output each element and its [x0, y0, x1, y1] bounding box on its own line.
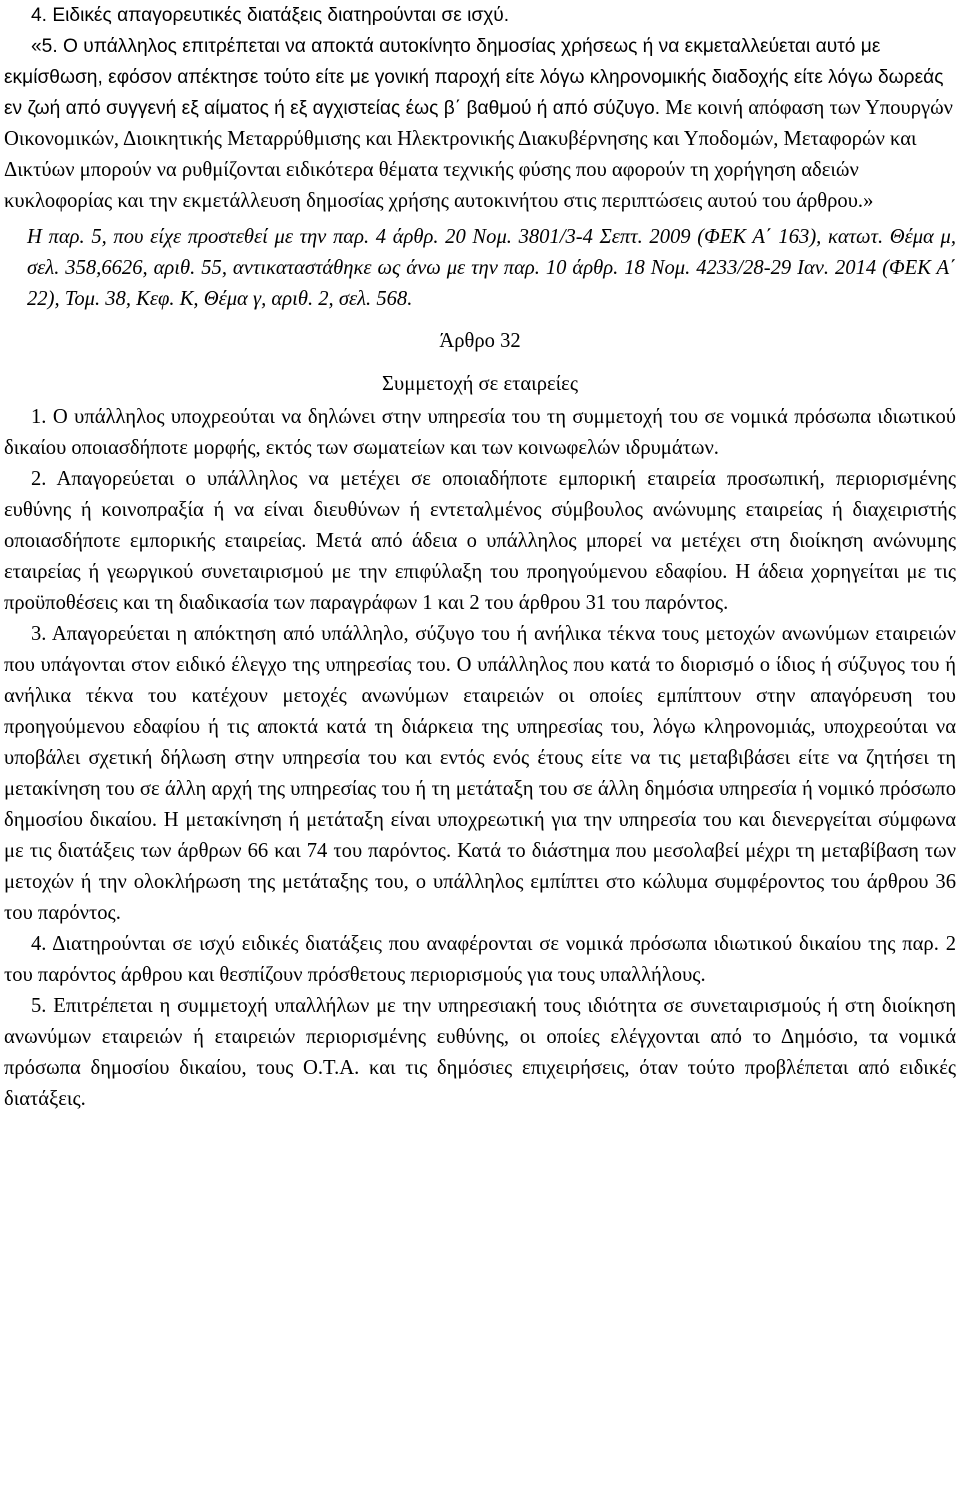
prev-article-paragraph-5: [4, 31, 956, 217]
paragraph-5-serif-part: Με κοινή απόφαση των Υπουργών Οικονομικών, Διοικητικής Μεταρρύθμισης και Ηλεκτρονικής Διακυβέρνησης και Υποδομών, Μεταφορών και Δικτύων μπορούν να ρυθμίζονται ειδικότερα θέματα τεχνικής φύσης που αφορούν τη χορήγηση αδειών κυκλοφορίας και την εκμετάλλευση δημοσίας χρήσης αυτοκινήτου στις περιπτώσεις αυτού του άρθρου.»: [4, 97, 953, 212]
article-number: Άρθρο 32: [439, 330, 521, 352]
prev-article-paragraph-4: 4. Ειδικές απαγορευτικές διατάξεις διατηρούνται σε ισχύ.: [31, 5, 510, 26]
article-paragraph-4: 4. Διατηρούνται σε ισχύ ειδικές διατάξεις που αναφέρονται σε νομικά πρόσωπα ιδιωτικού δικαίου της παρ. 2 του παρόντος άρθρου και θεσπίζουν πρόσθετους περιορισμούς για τους υπαλλήλους.: [4, 933, 956, 986]
article-paragraph-1: 1. Ο υπάλληλος υποχρεούται να δηλώνει στην υπηρεσία του τη συμμετοχή του σε νομικά πρόσωπα ιδιωτικού δικαίου οποιασδήποτε μορφής, εκτός των σωματείων και των κοινωφελών ιδρυμάτων.: [4, 406, 956, 459]
amendment-note-block: [4, 222, 956, 315]
paragraph-5-sans-part: «5. Ο υπάλληλος επιτρέπεται να αποκτά αυτοκίνητο δημοσίας χρήσεως ή να εκμεταλλεύεται αυτό με εκμίσθωση, εφόσον απέκτησε τούτο είτε με γονική παροχή είτε λόγω κληρονομικής διαδοχής είτε λόγω δωρεάς εν ζωή από συγγενή εξ αίματος ή εξ αγχιστείας έως β΄ βαθμού ή από σύζυγο.: [4, 36, 944, 119]
article-paragraph-5: 5. Επιτρέπεται η συμμετοχή υπαλλήλων με την υπηρεσιακή τους ιδιότητα σε συνεταιρισμούς ή στη διοίκηση ανωνύμων εταιρειών ή εταιρειών περιορισμένης ευθύνης, οι οποίες ελέγχονται από το Δημόσιο, τα νομικά πρόσωπα δημοσίου δικαίου, τους Ο.Τ.Α. και τις δημόσιες επιχειρήσεις, όταν τούτο προβλέπεται από ειδικές διατάξεις.: [4, 995, 956, 1110]
article-paragraph-2: 2. Απαγορεύεται ο υπάλληλος να μετέχει σε οποιαδήποτε εμπορική εταιρεία προσωπική, περιορισμένης ευθύνης ή κοινοπραξία ή να είναι διευθύνων ή εντεταλμένος σύμβουλος ανώνυμης εταιρείας ή διαχειριστής οποιασδήποτε εμπορικής εταιρείας. Μετά από άδεια ο υπάλληλος μπορεί να μετέχει στη διοίκηση ανώνυμης εταιρείας ή γεωργικού συνεταιρισμού με την επιφύλαξη του προηγούμενου εδαφίου. Η άδεια χορηγείται με τις προϋποθέσεις και τη διαδικασία των παραγράφων 1 και 2 του άρθρου 31 του παρόντος.: [4, 468, 956, 614]
amendment-note: Η παρ. 5, που είχε προστεθεί με την παρ. 4 άρθρ. 20 Νομ. 3801/3-4 Σεπτ. 2009 (ΦΕΚ Α΄ 163), κατωτ. Θέμα μ, σελ. 358,6626, αριθ. 55, αντικαταστάθηκε ως άνω με την παρ. 10 άρθρ. 18 Νομ. 4233/28-29 Ιαν. 2014 (ΦΕΚ Α΄ 22), Τομ. 38, Κεφ. Κ, Θέμα γ, αριθ. 2, σελ. 568.: [27, 226, 956, 310]
document-page: [4, 0, 956, 1115]
article-title: Συμμετοχή σε εταιρείες: [382, 373, 578, 395]
article-paragraph-3: 3. Απαγορεύεται η απόκτηση από υπάλληλο, σύζυγο του ή ανήλικα τέκνα τους μετοχών ανωνύμων εταιρειών που υπάγονται στον ειδικό έλεγχο της υπηρεσίας του. Ο υπάλληλος που κατά το διορισμό ο ίδιος ή σύζυγος του ή ανήλικα τέκνα του κατέχουν μετοχές ανωνύμων εταιρειών οι οποίες εμπίπτουν στην απαγόρευση του προηγούμενου εδαφίου ή τις αποκτά κατά τη διάρκεια της υπηρεσίας του, λόγω κληρονομιάς, υποχρεούται να υποβάλει σχετική δήλωση στην υπηρεσία του και εντός ενός έτους είτε να τις μεταβιβάσει είτε να ζητήσει τη μετακίνηση του σε άλλη αρχή της υπηρεσίας του ή τη μετάταξη του σε άλλη δημόσια υπηρεσία ή νομικό πρόσωπο δημοσίου δικαίου. Η μετακίνηση ή μετάταξη είναι υποχρεωτική για την υπηρεσία του και διενεργείται σύμφωνα με τις διατάξεις των άρθρων 66 και 74 του παρόντος. Κατά το διάστημα που μεσολαβεί μέχρι τη μεταβίβαση των μετοχών ή την ολοκλήρωση της μετάταξης του, ο υπάλληλος εμπίπτει στο κώλυμα συμφέροντος του άρθρου 36 του παρόντος.: [4, 623, 956, 924]
